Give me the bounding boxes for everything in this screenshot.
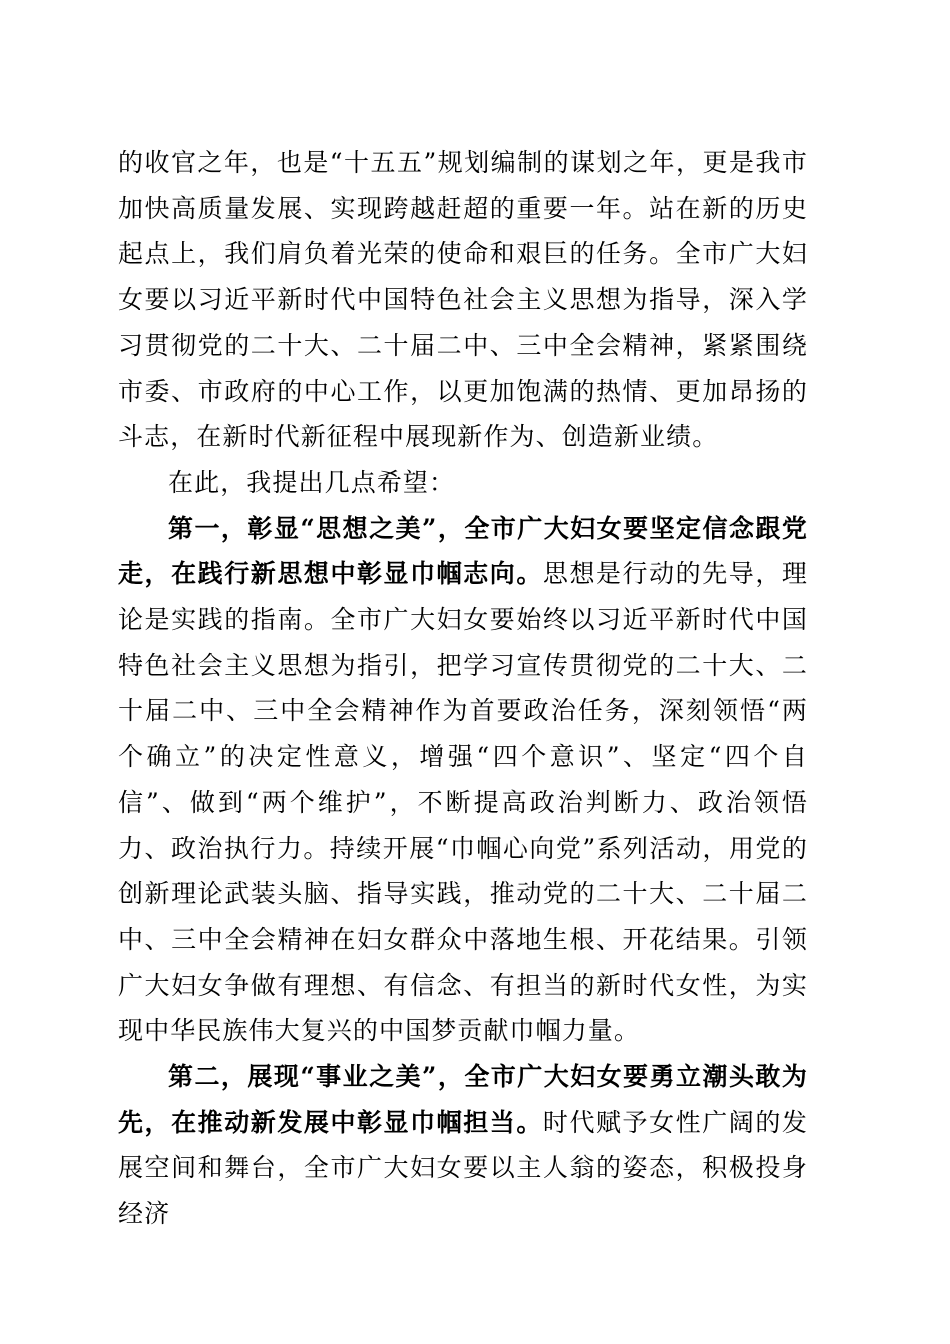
paragraph-heading-bold: 第一，彰显“思想之美”，全市广大妇女要坚定信念跟党走，在践行新思想中彰显巾帼志向。	[118, 513, 808, 589]
paragraph-heading-bold: 第二，展现“事业之美”，全市广大妇女要勇立潮头敢为先，在推动新发展中彰显巾帼担当。	[118, 1062, 808, 1137]
paragraph-text: 思想是行动的先导，理论是实践的指南。全市广大妇女要始终以习近平新时代中国特色社会主义思想为指引，把学习宣传贯彻党的二十大、二十届二中、三中全会精神作为首要政治任务，深刻领悟“两个确立”的决定性意义，增强“四个意识”、坚定“四个自信”、做到“两个维护”，不断提高政治判断力、政治领悟力、政治执行力。持续开展“巾帼心向党”系列活动，用党的创新理论武装头脑、指导实践，推动党的二十大、二十届二中、三中全会精神在妇女群众中落地生根、开花结果。引领广大妇女争做有理想、有信念、有担当的新时代女性，为实现中华民族伟大复兴的中国梦贡献巾帼力量。	[118, 559, 808, 1046]
paragraph-text: 时代赋予女性广阔的发展空间和舞台，全市广大妇女要以主人翁的姿态，积极投身经济	[118, 1107, 808, 1229]
document-body	[118, 140, 808, 1237]
paragraph-text: 在此，我提出几点希望：	[168, 467, 456, 497]
paragraph-first-hope	[118, 506, 808, 1054]
paragraph-second-hope	[118, 1054, 808, 1237]
paragraph-text: 的收官之年，也是“十五五”规划编制的谋划之年，更是我市加快高质量发展、实现跨越赶超的重要一年。站在新的历史起点上，我们肩负着光荣的使命和艰巨的任务。全市广大妇女要以习近平新时代中国特色社会主义思想为指导，深入学习贯彻党的二十大、二十届二中、三中全会精神，紧紧围绕市委、市政府的中心工作，以更加饱满的热情、更加昂扬的斗志，在新时代新征程中展现新作为、创造新业绩。	[118, 148, 808, 452]
paragraph-continuation	[118, 140, 808, 460]
paragraph-intro-hopes	[118, 460, 808, 506]
